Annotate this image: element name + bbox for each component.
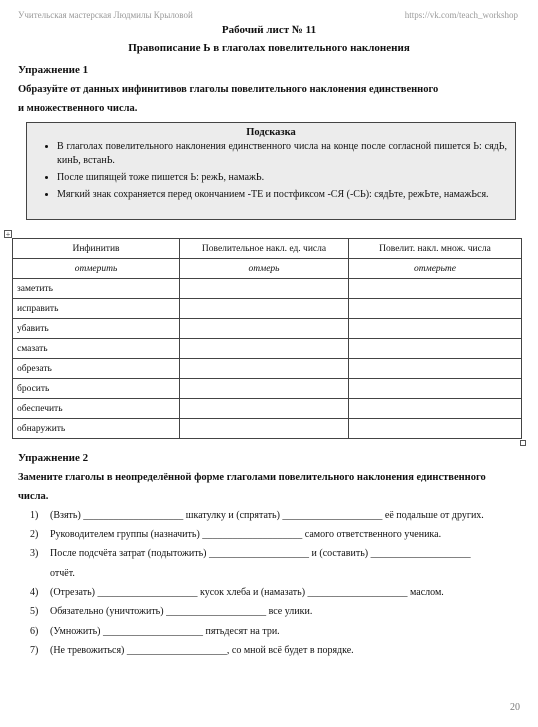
plural-answer-cell[interactable] <box>349 299 522 319</box>
table-resize-handle[interactable] <box>520 440 526 446</box>
task-item <box>30 626 280 637</box>
col-header-plural: Повелит. накл. множ. числа <box>349 239 522 259</box>
task-text: (Отрезать) ____________________ кусок хлеба и (намазать) ____________________ маслом. <box>50 587 444 598</box>
exercise-2-instruction <box>18 468 518 506</box>
task-text: Руководителем группы (назначить) ____________________ самого ответственного ученика. <box>50 529 442 540</box>
exercise-2-label: Упражнение 2 <box>18 452 89 464</box>
page-number: 20 <box>510 702 520 713</box>
exercise-1-label: Упражнение 1 <box>18 64 89 76</box>
task-item <box>30 606 312 617</box>
singular-answer-cell[interactable] <box>180 279 349 299</box>
task-item <box>30 587 444 598</box>
task-number: 2) <box>30 529 39 540</box>
table-row <box>13 399 522 419</box>
task-number: 1) <box>30 510 39 521</box>
task-text: (Взять) ____________________ шкатулку и (спрятать) ____________________ её подальше от других. <box>50 510 484 521</box>
table-sample-row <box>13 259 522 279</box>
task-number: 5) <box>30 606 39 617</box>
table-row <box>13 419 522 439</box>
exercise-1-instruction-line1: Образуйте от данных инфинитивов глаголы повелительного наклонения единственного <box>18 84 439 95</box>
singular-answer-cell[interactable] <box>180 319 349 339</box>
task-text: После подсчёта затрат (подытожить) ____________________ и (составить) ____________________ <box>50 548 471 559</box>
plural-answer-cell[interactable] <box>349 279 522 299</box>
infinitive-cell: обеспечить <box>13 399 180 419</box>
task-item <box>30 510 484 521</box>
task-text: Обязательно (уничтожить) ____________________ все улики. <box>50 606 313 617</box>
header-url[interactable]: https://vk.com/teach_workshop <box>404 10 518 20</box>
plural-answer-cell[interactable] <box>349 399 522 419</box>
sample-infinitive: отмерить <box>13 259 180 279</box>
exercise-2-instruction-line2: числа. <box>18 491 49 502</box>
task-number: 6) <box>30 626 39 637</box>
task-number: 3) <box>30 548 39 559</box>
table-row <box>13 339 522 359</box>
table-row <box>13 359 522 379</box>
singular-answer-cell[interactable] <box>180 379 349 399</box>
singular-answer-cell[interactable] <box>180 359 349 379</box>
plural-answer-cell[interactable] <box>349 339 522 359</box>
hint-title: Подсказка <box>246 127 296 138</box>
exercise-1-instruction <box>18 80 518 118</box>
worksheet-subtitle: Правописание Ь в глаголах повелительного наклонения <box>128 42 410 54</box>
hint-list <box>35 140 507 202</box>
singular-answer-cell[interactable] <box>180 419 349 439</box>
task-item <box>30 548 471 559</box>
plural-answer-cell[interactable] <box>349 379 522 399</box>
singular-answer-cell[interactable] <box>180 339 349 359</box>
singular-answer-cell[interactable] <box>180 399 349 419</box>
col-header-infinitive: Инфинитив <box>13 239 180 259</box>
hint-box <box>26 122 516 220</box>
hint-item: • Мягкий знак сохраняется перед окончанием -ТЕ и постфиксом -СЯ (-СЬ): сядЬте, режЬте, намажЬся. <box>57 188 507 202</box>
table-row <box>13 379 522 399</box>
task-text: (Не тревожиться) ____________________, со мной всё будет в порядке. <box>50 645 354 656</box>
infinitive-cell: обнаружить <box>13 419 180 439</box>
infinitive-cell: смазать <box>13 339 180 359</box>
hint-item: • После шипящей тоже пишется Ь: режЬ, намажЬ. <box>57 171 507 185</box>
infinitive-cell: убавить <box>13 319 180 339</box>
table-row <box>13 279 522 299</box>
task-text: (Умножить) ____________________ пятьдесят на три. <box>50 626 280 637</box>
infinitive-cell: исправить <box>13 299 180 319</box>
table-row <box>13 319 522 339</box>
sample-singular: отмерь <box>180 259 349 279</box>
exercise-1-table <box>12 238 522 439</box>
infinitive-cell: обрезать <box>13 359 180 379</box>
col-header-singular: Повелительное накл. ед. числа <box>180 239 349 259</box>
task-item <box>30 645 354 656</box>
exercise-1-instruction-line2: и множественного числа. <box>18 103 138 114</box>
table-header-row <box>13 239 522 259</box>
plural-answer-cell[interactable] <box>349 419 522 439</box>
sample-plural: отмерьте <box>349 259 522 279</box>
task-item <box>30 529 441 540</box>
task-number: 4) <box>30 587 39 598</box>
table-row <box>13 299 522 319</box>
infinitive-cell: бросить <box>13 379 180 399</box>
task-text: отчёт. <box>50 568 75 579</box>
exercise-2-instruction-line1: Замените глаголы в неопределённой форме глаголами повелительного наклонения единственного <box>18 472 486 483</box>
plural-answer-cell[interactable] <box>349 319 522 339</box>
table-move-handle-icon[interactable]: + <box>5 230 11 239</box>
task-item <box>30 568 75 579</box>
task-number: 7) <box>30 645 39 656</box>
header-author: Учительская мастерская Людмилы Крыловой <box>18 10 193 20</box>
worksheet-title: Рабочий лист № 11 <box>221 24 317 36</box>
infinitive-cell: заметить <box>13 279 180 299</box>
hint-item: • В глаголах повелительного наклонения единственного числа на конце после согласной пишется Ь: сядЬ, кинЬ, встанЬ. <box>57 140 507 168</box>
singular-answer-cell[interactable] <box>180 299 349 319</box>
plural-answer-cell[interactable] <box>349 359 522 379</box>
